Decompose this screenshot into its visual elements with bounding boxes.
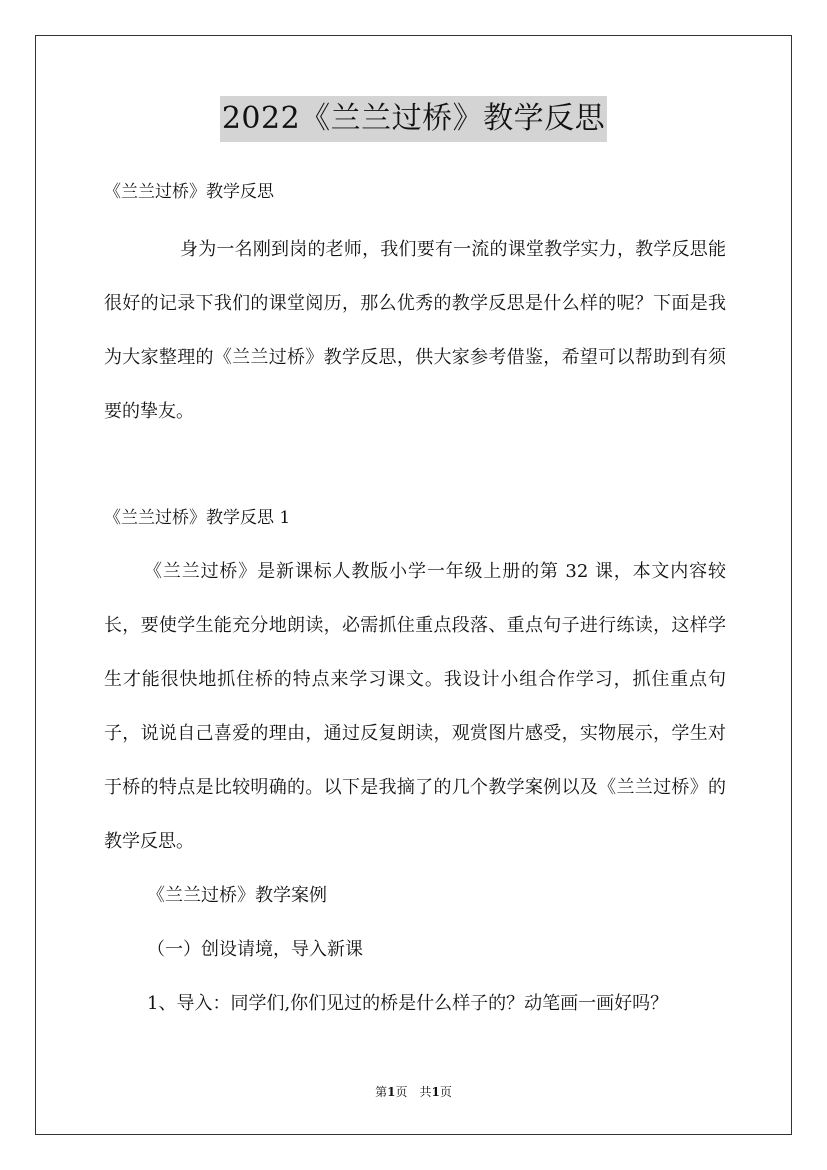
intro-paragraph: 身为一名刚到岗的老师，我们要有一流的课堂教学实力，教学反思能很好的记录下我们的课堂阅历，那么优秀的教学反思是什么样的呢？下面是我为大家整理的《兰兰过桥》教学反思，供大家参考借鉴，希望可以帮助到有须要的挚友。 [104, 239, 726, 422]
case-title: 《兰兰过桥》教学案例 [147, 885, 327, 906]
title-container [0, 96, 827, 142]
footer-page-current: 1 [387, 1085, 396, 1099]
section-heading: 《兰兰过桥》教学反思 1 [104, 508, 291, 528]
footer-middle: 页 共 [395, 1085, 432, 1099]
step-title: （一）创设请境，导入新课 [147, 939, 363, 960]
page-footer [0, 1083, 827, 1101]
footer-prefix: 第 [375, 1085, 388, 1099]
body-paragraph: 《兰兰过桥》是新课标人教版小学一年级上册的第 32 课，本文内容较长，要使学生能充分地朗读，必需抓住重点段落、重点句子进行练读，这样学生才能很快地抓住桥的特点来学习课文。我设计小组合作学习，抓住重点句子，说说自己喜爱的理由，通过反复朗读，观赏图片感受，实物展示，学生对于桥的特点是比较明确的。以下是我摘了的几个教学案例以及《兰兰过桥》的教学反思。 [104, 561, 726, 852]
document-title: 2022《兰兰过桥》教学反思 [220, 96, 607, 142]
footer-page-total: 1 [431, 1085, 440, 1099]
step-item: 1、导入：同学们,你们见过的桥是什么样子的？动笔画一画好吗？ [147, 993, 669, 1014]
document-subtitle: 《兰兰过桥》教学反思 [104, 182, 274, 202]
footer-suffix: 页 [439, 1085, 452, 1099]
